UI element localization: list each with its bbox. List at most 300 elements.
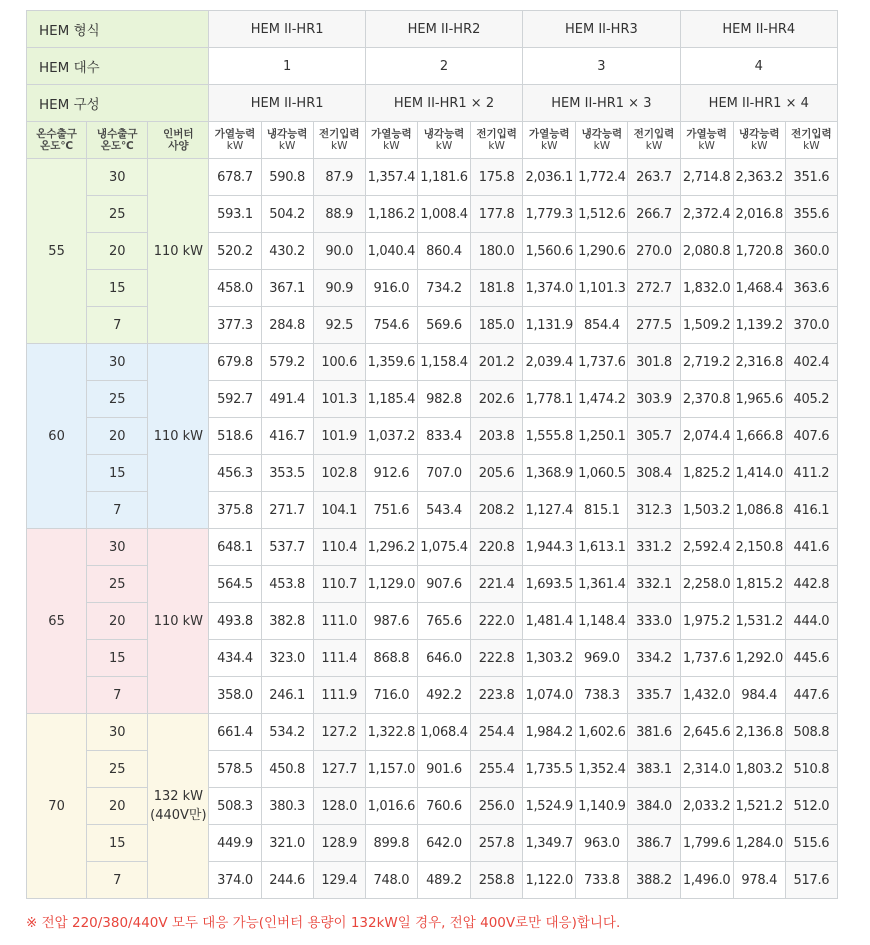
value-cell: 2,016.8 bbox=[733, 196, 785, 233]
value-cell: 405.2 bbox=[785, 381, 837, 418]
value-cell: 90.9 bbox=[313, 270, 365, 307]
value-cell: 1,503.2 bbox=[680, 492, 733, 529]
value-cell: 1,303.2 bbox=[523, 640, 576, 677]
value-cell: 592.7 bbox=[209, 381, 261, 418]
value-cell: 1,292.0 bbox=[733, 640, 785, 677]
value-cell: 104.1 bbox=[313, 492, 365, 529]
value-cell: 312.3 bbox=[628, 492, 680, 529]
cold-water-temp-cell: 25 bbox=[87, 381, 148, 418]
value-cell: 1,140.9 bbox=[576, 788, 628, 825]
value-cell: 1,185.4 bbox=[365, 381, 417, 418]
value-cell: 407.6 bbox=[785, 418, 837, 455]
value-cell: 1,352.4 bbox=[576, 751, 628, 788]
power-input-header: 전기입력 kW bbox=[785, 122, 837, 159]
value-cell: 2,039.4 bbox=[523, 344, 576, 381]
value-cell: 1,129.0 bbox=[365, 566, 417, 603]
value-cell: 258.8 bbox=[471, 862, 523, 899]
value-cell: 982.8 bbox=[417, 381, 470, 418]
value-cell: 1,357.4 bbox=[365, 159, 417, 196]
value-cell: 374.0 bbox=[209, 862, 261, 899]
value-cell: 2,714.8 bbox=[680, 159, 733, 196]
hot-water-temp-cell: 65 bbox=[27, 529, 87, 714]
value-cell: 1,157.0 bbox=[365, 751, 417, 788]
value-cell: 110.4 bbox=[313, 529, 365, 566]
spec-table-container bbox=[26, 10, 838, 899]
value-cell: 1,127.4 bbox=[523, 492, 576, 529]
value-cell: 2,150.8 bbox=[733, 529, 785, 566]
value-cell: 257.8 bbox=[471, 825, 523, 862]
value-cell: 1,349.7 bbox=[523, 825, 576, 862]
value-cell: 2,136.8 bbox=[733, 714, 785, 751]
value-cell: 1,432.0 bbox=[680, 677, 733, 714]
value-cell: 489.2 bbox=[417, 862, 470, 899]
value-cell: 301.8 bbox=[628, 344, 680, 381]
value-cell: 351.6 bbox=[785, 159, 837, 196]
value-cell: 1,250.1 bbox=[576, 418, 628, 455]
value-cell: 180.0 bbox=[471, 233, 523, 270]
value-cell: 504.2 bbox=[261, 196, 313, 233]
value-cell: 1,101.3 bbox=[576, 270, 628, 307]
value-cell: 760.6 bbox=[417, 788, 470, 825]
value-cell: 375.8 bbox=[209, 492, 261, 529]
value-cell: 1,414.0 bbox=[733, 455, 785, 492]
value-cell: 1,481.4 bbox=[523, 603, 576, 640]
value-cell: 1,322.8 bbox=[365, 714, 417, 751]
value-cell: 2,719.2 bbox=[680, 344, 733, 381]
value-cell: 203.8 bbox=[471, 418, 523, 455]
value-cell: 111.9 bbox=[313, 677, 365, 714]
value-cell: 1,068.4 bbox=[417, 714, 470, 751]
value-cell: 1,509.2 bbox=[680, 307, 733, 344]
value-cell: 510.8 bbox=[785, 751, 837, 788]
count-3: 3 bbox=[523, 48, 680, 85]
cold-water-temp-cell: 20 bbox=[87, 418, 148, 455]
value-cell: 384.0 bbox=[628, 788, 680, 825]
value-cell: 2,370.8 bbox=[680, 381, 733, 418]
value-cell: 642.0 bbox=[417, 825, 470, 862]
cold-water-temp-cell: 20 bbox=[87, 233, 148, 270]
value-cell: 1,524.9 bbox=[523, 788, 576, 825]
table-row bbox=[27, 159, 838, 196]
value-cell: 456.3 bbox=[209, 455, 261, 492]
value-cell: 987.6 bbox=[365, 603, 417, 640]
value-cell: 220.8 bbox=[471, 529, 523, 566]
value-cell: 450.8 bbox=[261, 751, 313, 788]
value-cell: 101.9 bbox=[313, 418, 365, 455]
value-cell: 2,258.0 bbox=[680, 566, 733, 603]
value-cell: 453.8 bbox=[261, 566, 313, 603]
value-cell: 110.7 bbox=[313, 566, 365, 603]
heat-capacity-header: 가열능력 kW bbox=[680, 122, 733, 159]
value-cell: 358.0 bbox=[209, 677, 261, 714]
count-row bbox=[27, 48, 838, 85]
value-cell: 1,060.5 bbox=[576, 455, 628, 492]
value-cell: 978.4 bbox=[733, 862, 785, 899]
value-cell: 1,602.6 bbox=[576, 714, 628, 751]
count-4: 4 bbox=[680, 48, 837, 85]
value-cell: 377.3 bbox=[209, 307, 261, 344]
value-cell: 127.7 bbox=[313, 751, 365, 788]
cold-water-temp-cell: 25 bbox=[87, 751, 148, 788]
hot-water-temp-cell: 70 bbox=[27, 714, 87, 899]
count-1: 1 bbox=[209, 48, 365, 85]
value-cell: 661.4 bbox=[209, 714, 261, 751]
value-cell: 1,984.2 bbox=[523, 714, 576, 751]
value-cell: 1,555.8 bbox=[523, 418, 576, 455]
cold-water-temp-cell: 15 bbox=[87, 270, 148, 307]
model-label: HEM 형식 bbox=[27, 11, 209, 48]
cold-water-temp-cell: 30 bbox=[87, 159, 148, 196]
value-cell: 543.4 bbox=[417, 492, 470, 529]
value-cell: 1,975.2 bbox=[680, 603, 733, 640]
value-cell: 1,361.4 bbox=[576, 566, 628, 603]
value-cell: 100.6 bbox=[313, 344, 365, 381]
value-cell: 1,181.6 bbox=[417, 159, 470, 196]
value-cell: 578.5 bbox=[209, 751, 261, 788]
value-cell: 434.4 bbox=[209, 640, 261, 677]
value-cell: 593.1 bbox=[209, 196, 261, 233]
model-hr4: HEM II-HR4 bbox=[680, 11, 837, 48]
value-cell: 266.7 bbox=[628, 196, 680, 233]
cold-water-temp-cell: 15 bbox=[87, 455, 148, 492]
value-cell: 271.7 bbox=[261, 492, 313, 529]
model-hr3: HEM II-HR3 bbox=[523, 11, 680, 48]
value-cell: 128.9 bbox=[313, 825, 365, 862]
value-cell: 380.3 bbox=[261, 788, 313, 825]
cold-water-temp-cell: 25 bbox=[87, 196, 148, 233]
value-cell: 90.0 bbox=[313, 233, 365, 270]
value-cell: 1,735.5 bbox=[523, 751, 576, 788]
value-cell: 181.8 bbox=[471, 270, 523, 307]
value-cell: 748.0 bbox=[365, 862, 417, 899]
value-cell: 129.4 bbox=[313, 862, 365, 899]
value-cell: 1,040.4 bbox=[365, 233, 417, 270]
hot-water-temp-cell: 55 bbox=[27, 159, 87, 344]
column-header-row bbox=[27, 122, 838, 159]
value-cell: 381.6 bbox=[628, 714, 680, 751]
value-cell: 1,186.2 bbox=[365, 196, 417, 233]
value-cell: 1,832.0 bbox=[680, 270, 733, 307]
value-cell: 323.0 bbox=[261, 640, 313, 677]
value-cell: 254.4 bbox=[471, 714, 523, 751]
value-cell: 707.0 bbox=[417, 455, 470, 492]
value-cell: 1,772.4 bbox=[576, 159, 628, 196]
value-cell: 2,036.1 bbox=[523, 159, 576, 196]
value-cell: 2,592.4 bbox=[680, 529, 733, 566]
value-cell: 1,613.1 bbox=[576, 529, 628, 566]
value-cell: 534.2 bbox=[261, 714, 313, 751]
value-cell: 402.4 bbox=[785, 344, 837, 381]
value-cell: 1,074.0 bbox=[523, 677, 576, 714]
table-row bbox=[27, 714, 838, 751]
value-cell: 1,803.2 bbox=[733, 751, 785, 788]
value-cell: 765.6 bbox=[417, 603, 470, 640]
value-cell: 222.0 bbox=[471, 603, 523, 640]
config-label: HEM 구성 bbox=[27, 85, 209, 122]
value-cell: 754.6 bbox=[365, 307, 417, 344]
voltage-note: ※ 전압 220/380/440V 모두 대응 가능(인버터 용량이 132kW일 경우, 전압 400V로만 대응)합니다. bbox=[26, 915, 621, 931]
value-cell: 334.2 bbox=[628, 640, 680, 677]
value-cell: 1,474.2 bbox=[576, 381, 628, 418]
value-cell: 969.0 bbox=[576, 640, 628, 677]
value-cell: 416.1 bbox=[785, 492, 837, 529]
inverter-spec-cell: 110 kW bbox=[148, 159, 209, 344]
cold-water-temp-cell: 7 bbox=[87, 677, 148, 714]
value-cell: 430.2 bbox=[261, 233, 313, 270]
value-cell: 1,037.2 bbox=[365, 418, 417, 455]
value-cell: 458.0 bbox=[209, 270, 261, 307]
value-cell: 223.8 bbox=[471, 677, 523, 714]
value-cell: 508.3 bbox=[209, 788, 261, 825]
value-cell: 411.2 bbox=[785, 455, 837, 492]
value-cell: 1,521.2 bbox=[733, 788, 785, 825]
model-row bbox=[27, 11, 838, 48]
value-cell: 92.5 bbox=[313, 307, 365, 344]
value-cell: 679.8 bbox=[209, 344, 261, 381]
value-cell: 1,290.6 bbox=[576, 233, 628, 270]
config-3: HEM II-HR1 × 3 bbox=[523, 85, 680, 122]
value-cell: 1,008.4 bbox=[417, 196, 470, 233]
value-cell: 2,080.8 bbox=[680, 233, 733, 270]
cold-water-temp-cell: 20 bbox=[87, 788, 148, 825]
value-cell: 386.7 bbox=[628, 825, 680, 862]
value-cell: 1,693.5 bbox=[523, 566, 576, 603]
value-cell: 1,496.0 bbox=[680, 862, 733, 899]
value-cell: 716.0 bbox=[365, 677, 417, 714]
value-cell: 1,720.8 bbox=[733, 233, 785, 270]
value-cell: 221.4 bbox=[471, 566, 523, 603]
value-cell: 360.0 bbox=[785, 233, 837, 270]
value-cell: 1,075.4 bbox=[417, 529, 470, 566]
value-cell: 590.8 bbox=[261, 159, 313, 196]
inverter-spec-cell: 110 kW bbox=[148, 529, 209, 714]
cold-water-temp-cell: 7 bbox=[87, 307, 148, 344]
value-cell: 1,374.0 bbox=[523, 270, 576, 307]
value-cell: 1,296.2 bbox=[365, 529, 417, 566]
value-cell: 912.6 bbox=[365, 455, 417, 492]
value-cell: 984.4 bbox=[733, 677, 785, 714]
value-cell: 246.1 bbox=[261, 677, 313, 714]
value-cell: 355.6 bbox=[785, 196, 837, 233]
value-cell: 111.0 bbox=[313, 603, 365, 640]
value-cell: 1,737.6 bbox=[576, 344, 628, 381]
value-cell: 2,372.4 bbox=[680, 196, 733, 233]
value-cell: 1,799.6 bbox=[680, 825, 733, 862]
value-cell: 87.9 bbox=[313, 159, 365, 196]
model-hr1: HEM II-HR1 bbox=[209, 11, 365, 48]
value-cell: 833.4 bbox=[417, 418, 470, 455]
value-cell: 1,131.9 bbox=[523, 307, 576, 344]
value-cell: 751.6 bbox=[365, 492, 417, 529]
cold-water-temp-cell: 30 bbox=[87, 714, 148, 751]
value-cell: 201.2 bbox=[471, 344, 523, 381]
value-cell: 202.6 bbox=[471, 381, 523, 418]
value-cell: 1,086.8 bbox=[733, 492, 785, 529]
cold-water-temp-cell: 25 bbox=[87, 566, 148, 603]
value-cell: 648.1 bbox=[209, 529, 261, 566]
value-cell: 1,122.0 bbox=[523, 862, 576, 899]
value-cell: 177.8 bbox=[471, 196, 523, 233]
config-4: HEM II-HR1 × 4 bbox=[680, 85, 837, 122]
cold-temp-header: 냉수출구 온도℃ bbox=[87, 122, 148, 159]
value-cell: 1,666.8 bbox=[733, 418, 785, 455]
value-cell: 492.2 bbox=[417, 677, 470, 714]
value-cell: 579.2 bbox=[261, 344, 313, 381]
value-cell: 1,531.2 bbox=[733, 603, 785, 640]
value-cell: 907.6 bbox=[417, 566, 470, 603]
value-cell: 1,825.2 bbox=[680, 455, 733, 492]
power-input-header: 전기입력 kW bbox=[628, 122, 680, 159]
heat-capacity-header: 가열능력 kW bbox=[365, 122, 417, 159]
value-cell: 678.7 bbox=[209, 159, 261, 196]
value-cell: 1,778.1 bbox=[523, 381, 576, 418]
cold-water-temp-cell: 30 bbox=[87, 344, 148, 381]
value-cell: 382.8 bbox=[261, 603, 313, 640]
value-cell: 1,737.6 bbox=[680, 640, 733, 677]
config-1: HEM II-HR1 bbox=[209, 85, 365, 122]
cold-water-temp-cell: 30 bbox=[87, 529, 148, 566]
value-cell: 270.0 bbox=[628, 233, 680, 270]
value-cell: 370.0 bbox=[785, 307, 837, 344]
cold-water-temp-cell: 7 bbox=[87, 492, 148, 529]
value-cell: 272.7 bbox=[628, 270, 680, 307]
cool-capacity-header: 냉각능력 kW bbox=[417, 122, 470, 159]
value-cell: 256.0 bbox=[471, 788, 523, 825]
value-cell: 353.5 bbox=[261, 455, 313, 492]
value-cell: 388.2 bbox=[628, 862, 680, 899]
value-cell: 335.7 bbox=[628, 677, 680, 714]
value-cell: 447.6 bbox=[785, 677, 837, 714]
cool-capacity-header: 냉각능력 kW bbox=[576, 122, 628, 159]
value-cell: 537.7 bbox=[261, 529, 313, 566]
value-cell: 564.5 bbox=[209, 566, 261, 603]
heat-capacity-header: 가열능력 kW bbox=[209, 122, 261, 159]
value-cell: 733.8 bbox=[576, 862, 628, 899]
value-cell: 646.0 bbox=[417, 640, 470, 677]
value-cell: 444.0 bbox=[785, 603, 837, 640]
value-cell: 111.4 bbox=[313, 640, 365, 677]
value-cell: 445.6 bbox=[785, 640, 837, 677]
table-row bbox=[27, 344, 838, 381]
value-cell: 899.8 bbox=[365, 825, 417, 862]
value-cell: 963.0 bbox=[576, 825, 628, 862]
cool-capacity-header: 냉각능력 kW bbox=[733, 122, 785, 159]
value-cell: 244.6 bbox=[261, 862, 313, 899]
value-cell: 1,016.6 bbox=[365, 788, 417, 825]
hem-spec-table bbox=[26, 10, 838, 899]
hot-temp-header: 온수출구 온도℃ bbox=[27, 122, 87, 159]
value-cell: 512.0 bbox=[785, 788, 837, 825]
value-cell: 2,314.0 bbox=[680, 751, 733, 788]
value-cell: 854.4 bbox=[576, 307, 628, 344]
value-cell: 263.7 bbox=[628, 159, 680, 196]
value-cell: 734.2 bbox=[417, 270, 470, 307]
value-cell: 305.7 bbox=[628, 418, 680, 455]
value-cell: 508.8 bbox=[785, 714, 837, 751]
value-cell: 2,363.2 bbox=[733, 159, 785, 196]
inverter-spec-cell: 110 kW bbox=[148, 344, 209, 529]
value-cell: 442.8 bbox=[785, 566, 837, 603]
value-cell: 127.2 bbox=[313, 714, 365, 751]
count-2: 2 bbox=[365, 48, 522, 85]
value-cell: 815.1 bbox=[576, 492, 628, 529]
value-cell: 88.9 bbox=[313, 196, 365, 233]
value-cell: 515.6 bbox=[785, 825, 837, 862]
value-cell: 1,359.6 bbox=[365, 344, 417, 381]
table-row bbox=[27, 529, 838, 566]
value-cell: 518.6 bbox=[209, 418, 261, 455]
value-cell: 208.2 bbox=[471, 492, 523, 529]
value-cell: 175.8 bbox=[471, 159, 523, 196]
value-cell: 284.8 bbox=[261, 307, 313, 344]
value-cell: 222.8 bbox=[471, 640, 523, 677]
value-cell: 321.0 bbox=[261, 825, 313, 862]
value-cell: 1,139.2 bbox=[733, 307, 785, 344]
value-cell: 1,815.2 bbox=[733, 566, 785, 603]
value-cell: 1,284.0 bbox=[733, 825, 785, 862]
value-cell: 493.8 bbox=[209, 603, 261, 640]
value-cell: 901.6 bbox=[417, 751, 470, 788]
count-label: HEM 대수 bbox=[27, 48, 209, 85]
cold-water-temp-cell: 15 bbox=[87, 640, 148, 677]
heat-capacity-header: 가열능력 kW bbox=[523, 122, 576, 159]
value-cell: 1,368.9 bbox=[523, 455, 576, 492]
cold-water-temp-cell: 7 bbox=[87, 862, 148, 899]
value-cell: 868.8 bbox=[365, 640, 417, 677]
value-cell: 383.1 bbox=[628, 751, 680, 788]
value-cell: 308.4 bbox=[628, 455, 680, 492]
value-cell: 277.5 bbox=[628, 307, 680, 344]
value-cell: 185.0 bbox=[471, 307, 523, 344]
value-cell: 1,560.6 bbox=[523, 233, 576, 270]
value-cell: 860.4 bbox=[417, 233, 470, 270]
value-cell: 520.2 bbox=[209, 233, 261, 270]
value-cell: 916.0 bbox=[365, 270, 417, 307]
inverter-spec-cell: 132 kW (440V만) bbox=[148, 714, 209, 899]
value-cell: 128.0 bbox=[313, 788, 365, 825]
value-cell: 367.1 bbox=[261, 270, 313, 307]
value-cell: 2,074.4 bbox=[680, 418, 733, 455]
value-cell: 2,645.6 bbox=[680, 714, 733, 751]
value-cell: 441.6 bbox=[785, 529, 837, 566]
value-cell: 449.9 bbox=[209, 825, 261, 862]
value-cell: 1,158.4 bbox=[417, 344, 470, 381]
value-cell: 738.3 bbox=[576, 677, 628, 714]
value-cell: 1,148.4 bbox=[576, 603, 628, 640]
value-cell: 331.2 bbox=[628, 529, 680, 566]
hot-water-temp-cell: 60 bbox=[27, 344, 87, 529]
cool-capacity-header: 냉각능력 kW bbox=[261, 122, 313, 159]
value-cell: 2,316.8 bbox=[733, 344, 785, 381]
model-hr2: HEM II-HR2 bbox=[365, 11, 522, 48]
value-cell: 333.0 bbox=[628, 603, 680, 640]
value-cell: 1,468.4 bbox=[733, 270, 785, 307]
value-cell: 205.6 bbox=[471, 455, 523, 492]
config-row bbox=[27, 85, 838, 122]
value-cell: 303.9 bbox=[628, 381, 680, 418]
value-cell: 491.4 bbox=[261, 381, 313, 418]
value-cell: 102.8 bbox=[313, 455, 365, 492]
value-cell: 1,512.6 bbox=[576, 196, 628, 233]
value-cell: 2,033.2 bbox=[680, 788, 733, 825]
power-input-header: 전기입력 kW bbox=[471, 122, 523, 159]
value-cell: 1,779.3 bbox=[523, 196, 576, 233]
value-cell: 416.7 bbox=[261, 418, 313, 455]
value-cell: 363.6 bbox=[785, 270, 837, 307]
value-cell: 569.6 bbox=[417, 307, 470, 344]
cold-water-temp-cell: 20 bbox=[87, 603, 148, 640]
value-cell: 1,944.3 bbox=[523, 529, 576, 566]
